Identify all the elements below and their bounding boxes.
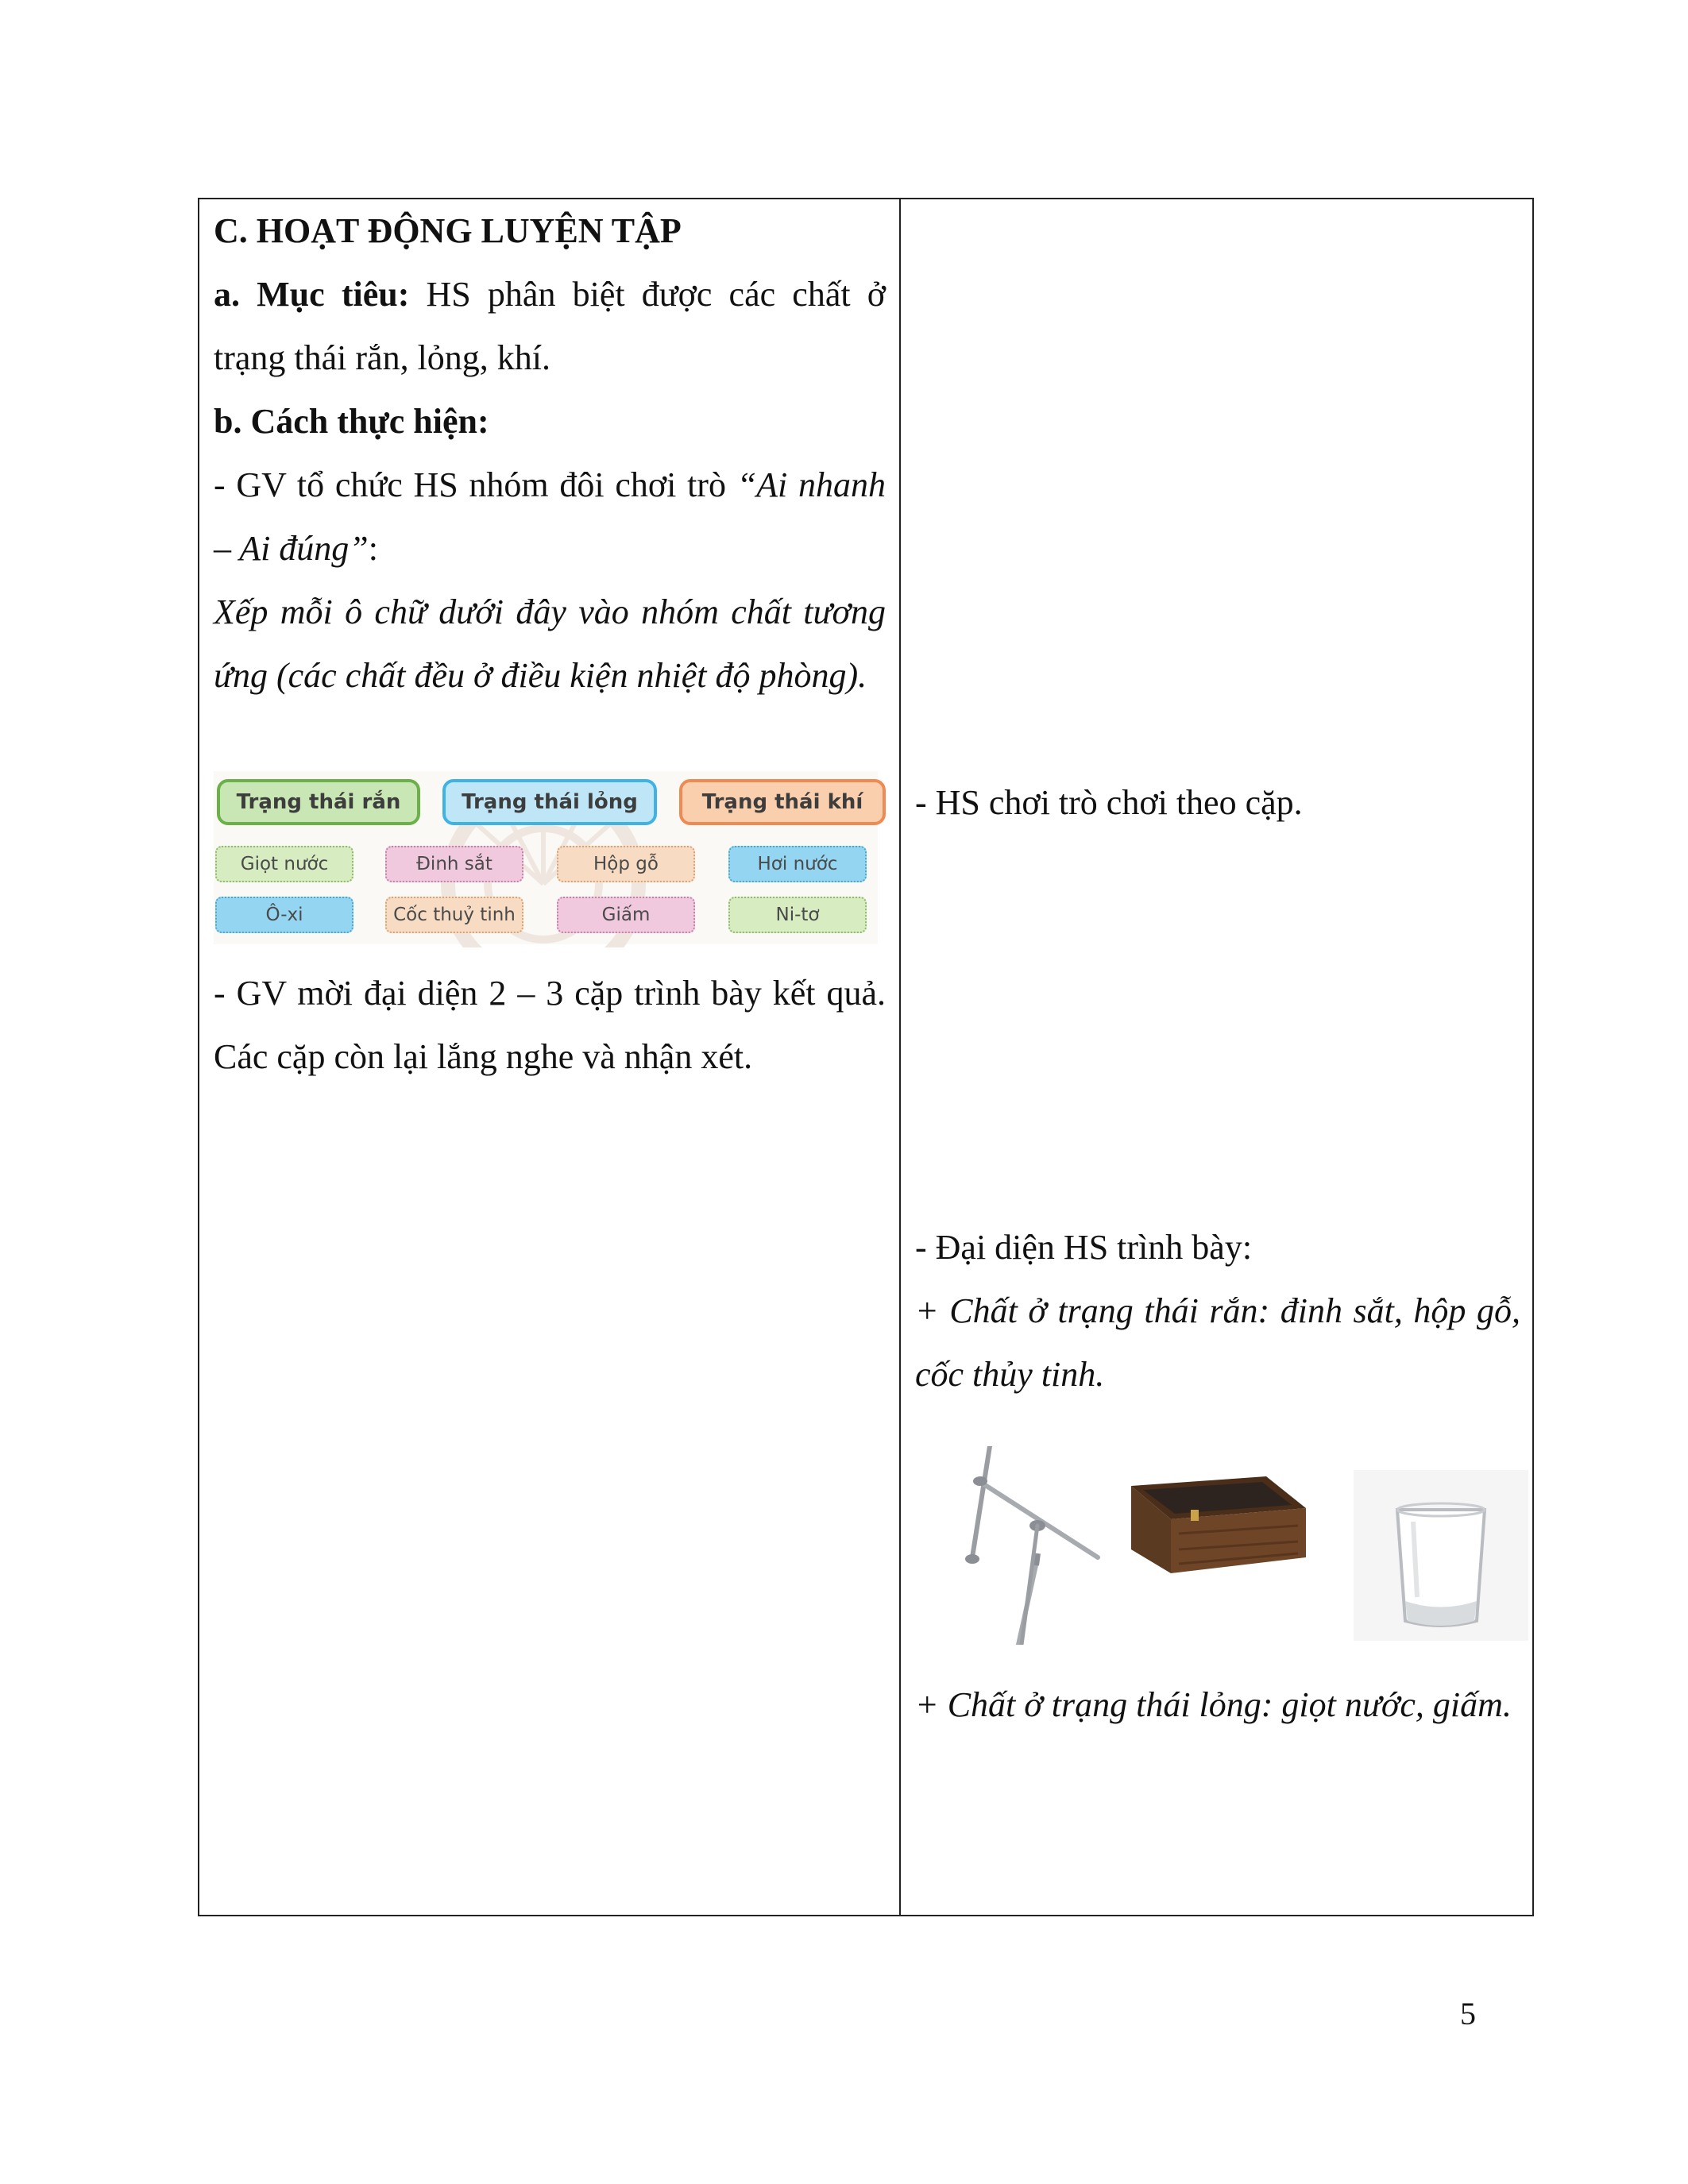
step2-paragraph: - GV mời đại diện 2 – 3 cặp trình bày kết quả. Các cặp còn lại lắng nghe và nhận xét.	[214, 974, 886, 1076]
lesson-table	[198, 198, 1534, 1916]
header-solid: Trạng thái rắn	[217, 779, 420, 825]
method-title: b. Cách thực hiện:	[214, 402, 489, 441]
chip-glass-cup: Cốc thuỷ tinh	[385, 897, 523, 933]
solid-answer: + Chất ở trạng thái rắn: đinh sắt, hộp gỗ, cốc thủy tinh.	[915, 1291, 1520, 1394]
solid-objects-photo	[948, 1446, 1528, 1645]
chip-water-vapor: Hơi nước	[728, 846, 867, 882]
header-liquid: Trạng thái lỏng	[442, 779, 657, 825]
step1-prefix: - GV tổ chức HS nhóm đôi chơi trò	[214, 465, 737, 504]
liquid-answer: + Chất ở trạng thái lỏng: giọt nước, giấm.	[915, 1685, 1512, 1724]
objective-paragraph	[214, 263, 886, 390]
section-title: C. HOẠT ĐỘNG LUYỆN TẬP	[214, 211, 682, 250]
chip-water-drop: Giọt nước	[215, 846, 353, 882]
instruction-paragraph: Xếp mỗi ô chữ dưới đây vào nhóm chất tương ứng (các chất đều ở điều kiện nhiệt độ phòng).	[214, 592, 886, 695]
nails-picture	[965, 1446, 1098, 1645]
chip-iron-nail: Đinh sắt	[385, 846, 523, 882]
objective-label: a. Mục tiêu:	[214, 275, 410, 314]
step1-paragraph	[214, 453, 886, 581]
header-gas: Trạng thái khí	[679, 779, 886, 825]
glass-cup-picture	[1354, 1470, 1528, 1641]
sorting-game-image	[214, 771, 878, 944]
chip-nitrogen: Ni-tơ	[728, 897, 867, 933]
chip-vinegar: Giấm	[557, 897, 695, 933]
objective-text: HS phân biệt được các chất ở trạng thái rắn, lỏng, khí.	[214, 275, 886, 377]
chip-wooden-box: Hộp gỗ	[557, 846, 695, 882]
game-name: “Ai nhanh – Ai đúng”	[214, 465, 886, 568]
chip-oxygen: Ô-xi	[215, 897, 353, 933]
page-number: 5	[1460, 1996, 1476, 2032]
present-text: - Đại diện HS trình bày:	[915, 1228, 1253, 1267]
student-activity-column	[901, 199, 1532, 1915]
pair-play-text: - HS chơi trò chơi theo cặp.	[915, 783, 1303, 822]
wooden-box-picture	[1131, 1476, 1306, 1573]
teacher-activity-column	[199, 199, 901, 1915]
step1-suffix: :	[368, 529, 379, 568]
